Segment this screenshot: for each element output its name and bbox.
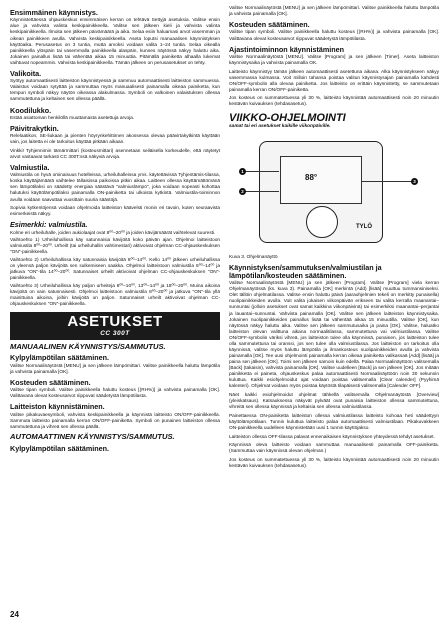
heading-first-start: Ensimmäinen käynnistys.	[10, 8, 98, 17]
heading-code-lock: Koodilukko.	[10, 105, 52, 115]
heading-lighting: Valikoita.	[10, 68, 42, 78]
paragraph: Painettaessa ON-painiketta laitteiston ollessa valmiustilassa laitteisto kohoaa heti säädettyyn käyttölämpötilaan. Tunnin kuluttua laitteisto palaa automaattisesti valmiustilaan. Pikakuvakkeen ON-painikkeella uudelleen käynnistetään uusi 1 tunnin käyttöjakso.	[229, 413, 439, 431]
paragraph: Jos kosteus on summatettuessa yli 30 %, laitteisto käynnistää automaattisesti noin 20 minuutin kestävän kuivauksen (tehdasasetus).	[229, 457, 439, 469]
example-list	[10, 231, 220, 308]
paragraph: Valmiustila on hyvä ominaisuus hotelleissa, urheiluhalleissa yms. käytettävissä Tyhjentämis-tilassa, koska käyttäjämäärä vaihtelee tällaisissa paikoissa pitkin aikaa. Laitteen ollessa käyttämättömänä sen lämpötilaksi on säädetty energiaa säästävä "valmiuslämpö", joka voidaan nopeasti kohottaa halutuksi käyttölämpötilaksi painamalla ON-painiketta tai ulkoista kytkintä. Valmiustila-toiminnon avulla voidaan saavuttaa vuosittain suuria säästöjä.	[10, 173, 220, 203]
display-screen	[280, 156, 362, 204]
display-readout: 88°	[305, 172, 318, 182]
heading-main-switch: Päivitrakytkin.	[10, 123, 59, 133]
paragraph: Vaihtoehto 2) Urheiluhallissa käy satunnaisia kävijöitä 8⁰⁰–14⁰⁰. Kello 14⁰⁰ jälkeen urheiluhallissa on yleensä paljon kävijöitä sen sulkemiseen saakka. Ohjelmoi laitteistoon valmiustila 8⁰⁰–14⁰⁰ ja jatkuva "ON"-tila 14⁰⁰–20⁰⁰. Satunnaiset urheilt aktivoivat ohjelman CC-ohjauskeskuksen "ON"-painikkeella.	[10, 257, 220, 282]
paragraph: Valitse Normaalinäytöstä [MENU] ja sen jälkeen lämpömittari. Valitse painikkeella haluttu lämpötila ja vahvista painamalla [OK].	[10, 363, 220, 375]
paragraph: Laitteiston ollessa OFF-tilassa palavat ennenaikaisen käynnistyksen yhteydessä tehdyt asetukset.	[229, 434, 435, 440]
paragraph: Estää asiattoman henkilöllä muuttamasta asetettuja arvoja.	[10, 115, 135, 121]
paragraph: Laitteisto käynnistyy tämän jälkeen automaattisesti asetettuna aikana. Alka käynnistykseen näkyy vasemmassa kulmassa. Voit milloin tahansa poistaa valitun käynnistysajan painamalla kahdesti ON/OFF-symbolin alla olevaa painiketta. Jos laitteisto on erittäin käynnistetty, se sammutetaan painamalla kerran ON/OFF-painiketta.	[229, 69, 439, 93]
week-programming-note: samat tai eri asetukset kaikille viikonpäiville.	[229, 123, 331, 129]
figure-caption: Kuva 3. Ohjelmanäyttö	[229, 254, 278, 260]
paragraph: Valitse Normaalinäytöstä [MENU] ja sen jälkeen lämpömittari. Valitse painikkeella haluttu lämpötila ja vahvista painamalla [OK].	[229, 6, 439, 18]
left-column	[10, 6, 220, 454]
paragraph: Sopivia kytkentöjensä voidaan ohjelmoida laitteiston käävelsti monin eri tavoin, kuten seuraavista esimerkeistä näkyy.	[10, 206, 220, 218]
callout-marker: 2	[239, 188, 246, 195]
control-knob	[306, 206, 338, 238]
paragraph: Valitse Normaalinäytöstä [MENU] ja sen jälkeen [Program]. Valitse [Program] viela kerran Ohjelmanäytössä (ks. kuva 3). Painamalla [OK] merkintä (Add) [lisää] muuttuu tummansiniseksi. Olet tällöin ohjelmatilassa. Valitse ensin haluttu päivä (aaraohjelmien tekeli on merkitty punaisella) nuolipainikkeiden avulla. Voit valita jokaisen viikonpäivän erikseen tai valita kerralla maanantai–sunnuntai (jolloin asetukset ovat samat kaikkina viikonpäivinä) tai esimerkiksi maanantai–perjantai ja lauantai–sunnuntai. Vahvista painamalla [OK]. Valitse sen jälkeen laitteiston käynnistysaika. Jokainen nuolipainikkeiden painallus lisää tai vähentää aikaa 15 minuutilla. Valitse [OK], kun näytössä näkyy haluttu aika. Valitse sen jälkeen sammutusaika ja paina [OK]. Valitse, haluatko laitteiston olevan valittuna aikana normaalitilassa, sammutettuna vai valmiustilassa. Valitse ON/OFF-symbolin väriksi vihreä, jos laitteiston tulee olla käynnissä, punainen, jos laitteiston tulee olla sammutettuna tai oranssi, jos sen tulee olla valmiustilassa. Jos laitteiston on tarkoitus olla käynnissä, valitse myös haluttu lämpötila ja ilmankosteus nuolipainikkeiden avulla ja vahvista painamalla [OK]. Tee uusi ohjelmointi painamalla kerran oikeaa painiketta valikassaä [Add] [lisää] ja paina sen jälkeen [OK]. Toimi sen jälkeen samoin kuin edellä. Palaa Normaalinäyttöön valitsemalla [Back] (takaisin), vahvista painamalla [OK]. Valitse uudelleen [Back] ja sen jälkeen [OK]. Jos mitään painikketta ei paineta, ohjauskeskus palaa automaattisesti Normaalinäyttöön noin 30 sekunnin kuluttua. Kaikki esiohjelmoidut ajat voidaan poistaa valitsemalla [Clear calender] (Pyyhimä kalenteri). Ohjelmat voidaan myös poistaa käytöstä tilapäisesti valitsemalla [Calender OFF].	[229, 281, 439, 390]
paragraph: Valitse pikakuvaesymboli, vahvista keskipainikkeella ja käynnistä laitteisto ON/OFF-painikkeella. Sammuta laitteisto painamalla kerran ON/OFF-painiketta. Symboli on punainen laitteiston ollessa sammutettuna ja vihreä sen ollessa päällä.	[10, 412, 220, 430]
heading-humidity: Kosteuden säätäminen.	[10, 377, 91, 387]
callout-marker: 1	[239, 168, 246, 175]
tip-paragraph: Vinkki! Tyhjennimin tämärmittari (kosteusmittari) asennetaan seiläisella korkeudelle, että näytetyt arvot vastaavat tarkasti CC 300T:ssä näkyviä arvoja.	[10, 148, 220, 160]
subheading-temperature-auto: Kylpylämpötilan säätäminen.	[10, 443, 110, 453]
paragraph: Valitse Normaalinäytöstä [MENU]. Valitse [Program] ja sen jälkeen [Timer]. Aseta laitteiston käynnistysaika ja vahvista painamalla OK.	[229, 54, 439, 66]
callout-line	[245, 171, 279, 172]
paragraph: Näet kaikki esiohjelmoidut ohjelmat tähkellä valitsemalla Ohjelmanäytöstä [Overview] (yleiskatsaus). Katsauksessa näkyvät pylväät ovat punaisia laitteiston ollessa sammutettuna, vihreitä sen ollessa käynnissä ja keltaisia sen ollessa valmiustilassa.	[229, 393, 439, 411]
heading-standby: Valmiustila.	[10, 162, 50, 172]
paragraph: Syötyy automaattisesti laitteiston käynnistyessä ja sammuu automaattisesti laitteiston sammuessa. Valaistus voidaan sytyttää ja sammuttaa myös manuaalisesti painamalla oikeaa painiketta, kun tempun symboli näkyy näytön oikeassa alakulmassa. Symboli on valkoinen valaistuksen ollessa sammutettuna ja keltainen sen ollessa päällä.	[10, 79, 220, 103]
callout-line	[245, 191, 279, 192]
heading-manual-start: MANUAALINEN KÄYNNISTYS/SAMMUTUS.	[10, 341, 166, 351]
brand-logo: TYLÖ	[356, 223, 372, 230]
banner-title: ASETUKSET	[67, 313, 163, 330]
right-column	[229, 6, 439, 472]
callout-marker: 3	[411, 178, 418, 185]
paragraph: Vaihtoehto 3) Urheiluhallissa käy paljon urheiteja 8⁰⁰–10⁰⁰, 13⁰⁰–14⁰⁰ ja 18⁰⁰–20⁰⁰. Muina aikoina kävijöitä on vain satunnaisesti. Ohjelmoi laitteistoon valmiustila 8⁰⁰–20⁰⁰ ja jatkuva "ON"-tila yllä mainittuina aikoina, joihin kävijöitä on paljon. Satunnaiset urheilt aktivoivat ohjelman CC-ohjauskeskuksen "ON"-painikkeella.	[10, 283, 220, 307]
heading-humidity-right: Kosteuden säätäminen.	[229, 20, 310, 30]
paragraph: Käynnissä oleva laitteisto voidaan sammuttaa manuaalisesti painamalla OFF-painiketta. (Sammuttaa vain käynnissä olevan ohjelman.)	[229, 443, 439, 455]
paragraph: Valitse tipan symboli. Valitse painikkeella haluttu kosteus [(RH%)] ja vahvista painamalla [OK]. Valittavana olevat kosteusarvot riippuvat säädetystä lämpötilasta.	[10, 388, 220, 400]
heading-program-settings: Käynnistyksen/sammutuksen/valmiustilan ja lämpötilan/kosteuden säätäminen.	[229, 262, 382, 280]
settings-banner	[10, 312, 220, 340]
paragraph: Käynnistettäessä ohjauskeskus ensimmäisen kerran on tehtävä Settyjä asetuksia. Valitse ensin alue ja vahvista valinta keskipainikkeella. Valitse sen jälkeen kieli ja vahvista valinta keskipainikkeella. Ilmoita sen jälkeen päivämäärä ja aika. Selaa esiin haluamasi arvot vasemman ja oikean painikkeen avulla. Vahvista keskipainikkeella. Aseta loputsi manuaalisen käynnistyksen käyttöaika. Perusasetus on 3 tuntia, mutta arvoksi voidaan valita 1–24 tuntia. Selaa oikealla painikkeella ylöspäin tai vasemmalla painikkeella alaspäin, kunnes näytössä näkyy haluttu aika. Jokainen painallus lisää tai vähentää aikaa 15 minuuttia. Pitämällä painiketta alhaalla lukemat vaihtuvat nopeammin. Vahvista keskipainikkeella. Tämän jälkeen on perusasetukset on tehty.	[10, 18, 220, 66]
paragraph: Kolme eri urheiluhalle, joiden aukiolaajat ovat 8⁰⁰–20⁰⁰ ja joiden kävijämäärät vaihtelevat suuresti.	[10, 230, 216, 236]
paragraph: Vaihtoehto 1) Urheiluhallissa käy satunnaisia kävijöitä koko päivän ajan. Ohjelmoi laitteistoon valmiustila 8⁰⁰–20⁰⁰. Urheilt (tai urheiluhallin vahtimestari) aktivoivat ohjelman CC-ohjauskeskuksen "ON"-painikkeella.	[10, 238, 220, 256]
heading-timer: Ajastintoiminnon käynnistäminen	[229, 44, 345, 54]
paragraph: Valitse tipan symboli. Valitse painikkeella haluttu kosteus [(RH%)] ja vahvista painamalla [OK]. Valittavana olevat kosteusarvot riippuvat säädetystä lämpötilasta.	[229, 30, 439, 42]
paragraph: Relelaatikon, SE-liukaan ja pienten höyrynkehittimen akossessa olevaa päävirtakytkintä käyttään vain, jos laitetta ei ole tarkoitus käyttää pitkään aikaan.	[10, 134, 220, 146]
heading-automatic-start: AUTOMAATTINEN KÄYNNISTYS/SAMMUTUS.	[10, 432, 175, 442]
heading-start-unit: Laitteiston käynnistäminen.	[10, 402, 105, 412]
banner-subtitle: CC 300T	[100, 329, 130, 337]
heading-week-programming: VIIKKO-OHJELMOINTI	[229, 111, 346, 124]
heading-example: Esimerkki: valmiustila.	[10, 220, 88, 230]
subheading-temperature: Kylpylämpötilan säätäminen.	[10, 353, 110, 363]
control-panel-body	[259, 141, 383, 243]
control-panel-figure	[237, 133, 427, 253]
paragraph: Jos kosteus on summatettuessa yli 30 %, laitteisto käynnistää automaattisesti noin 20 minuutin kestävän kuivauksen (tehdasasetus).	[229, 96, 439, 108]
callout-line	[361, 181, 411, 182]
page-number: 24	[10, 610, 19, 619]
